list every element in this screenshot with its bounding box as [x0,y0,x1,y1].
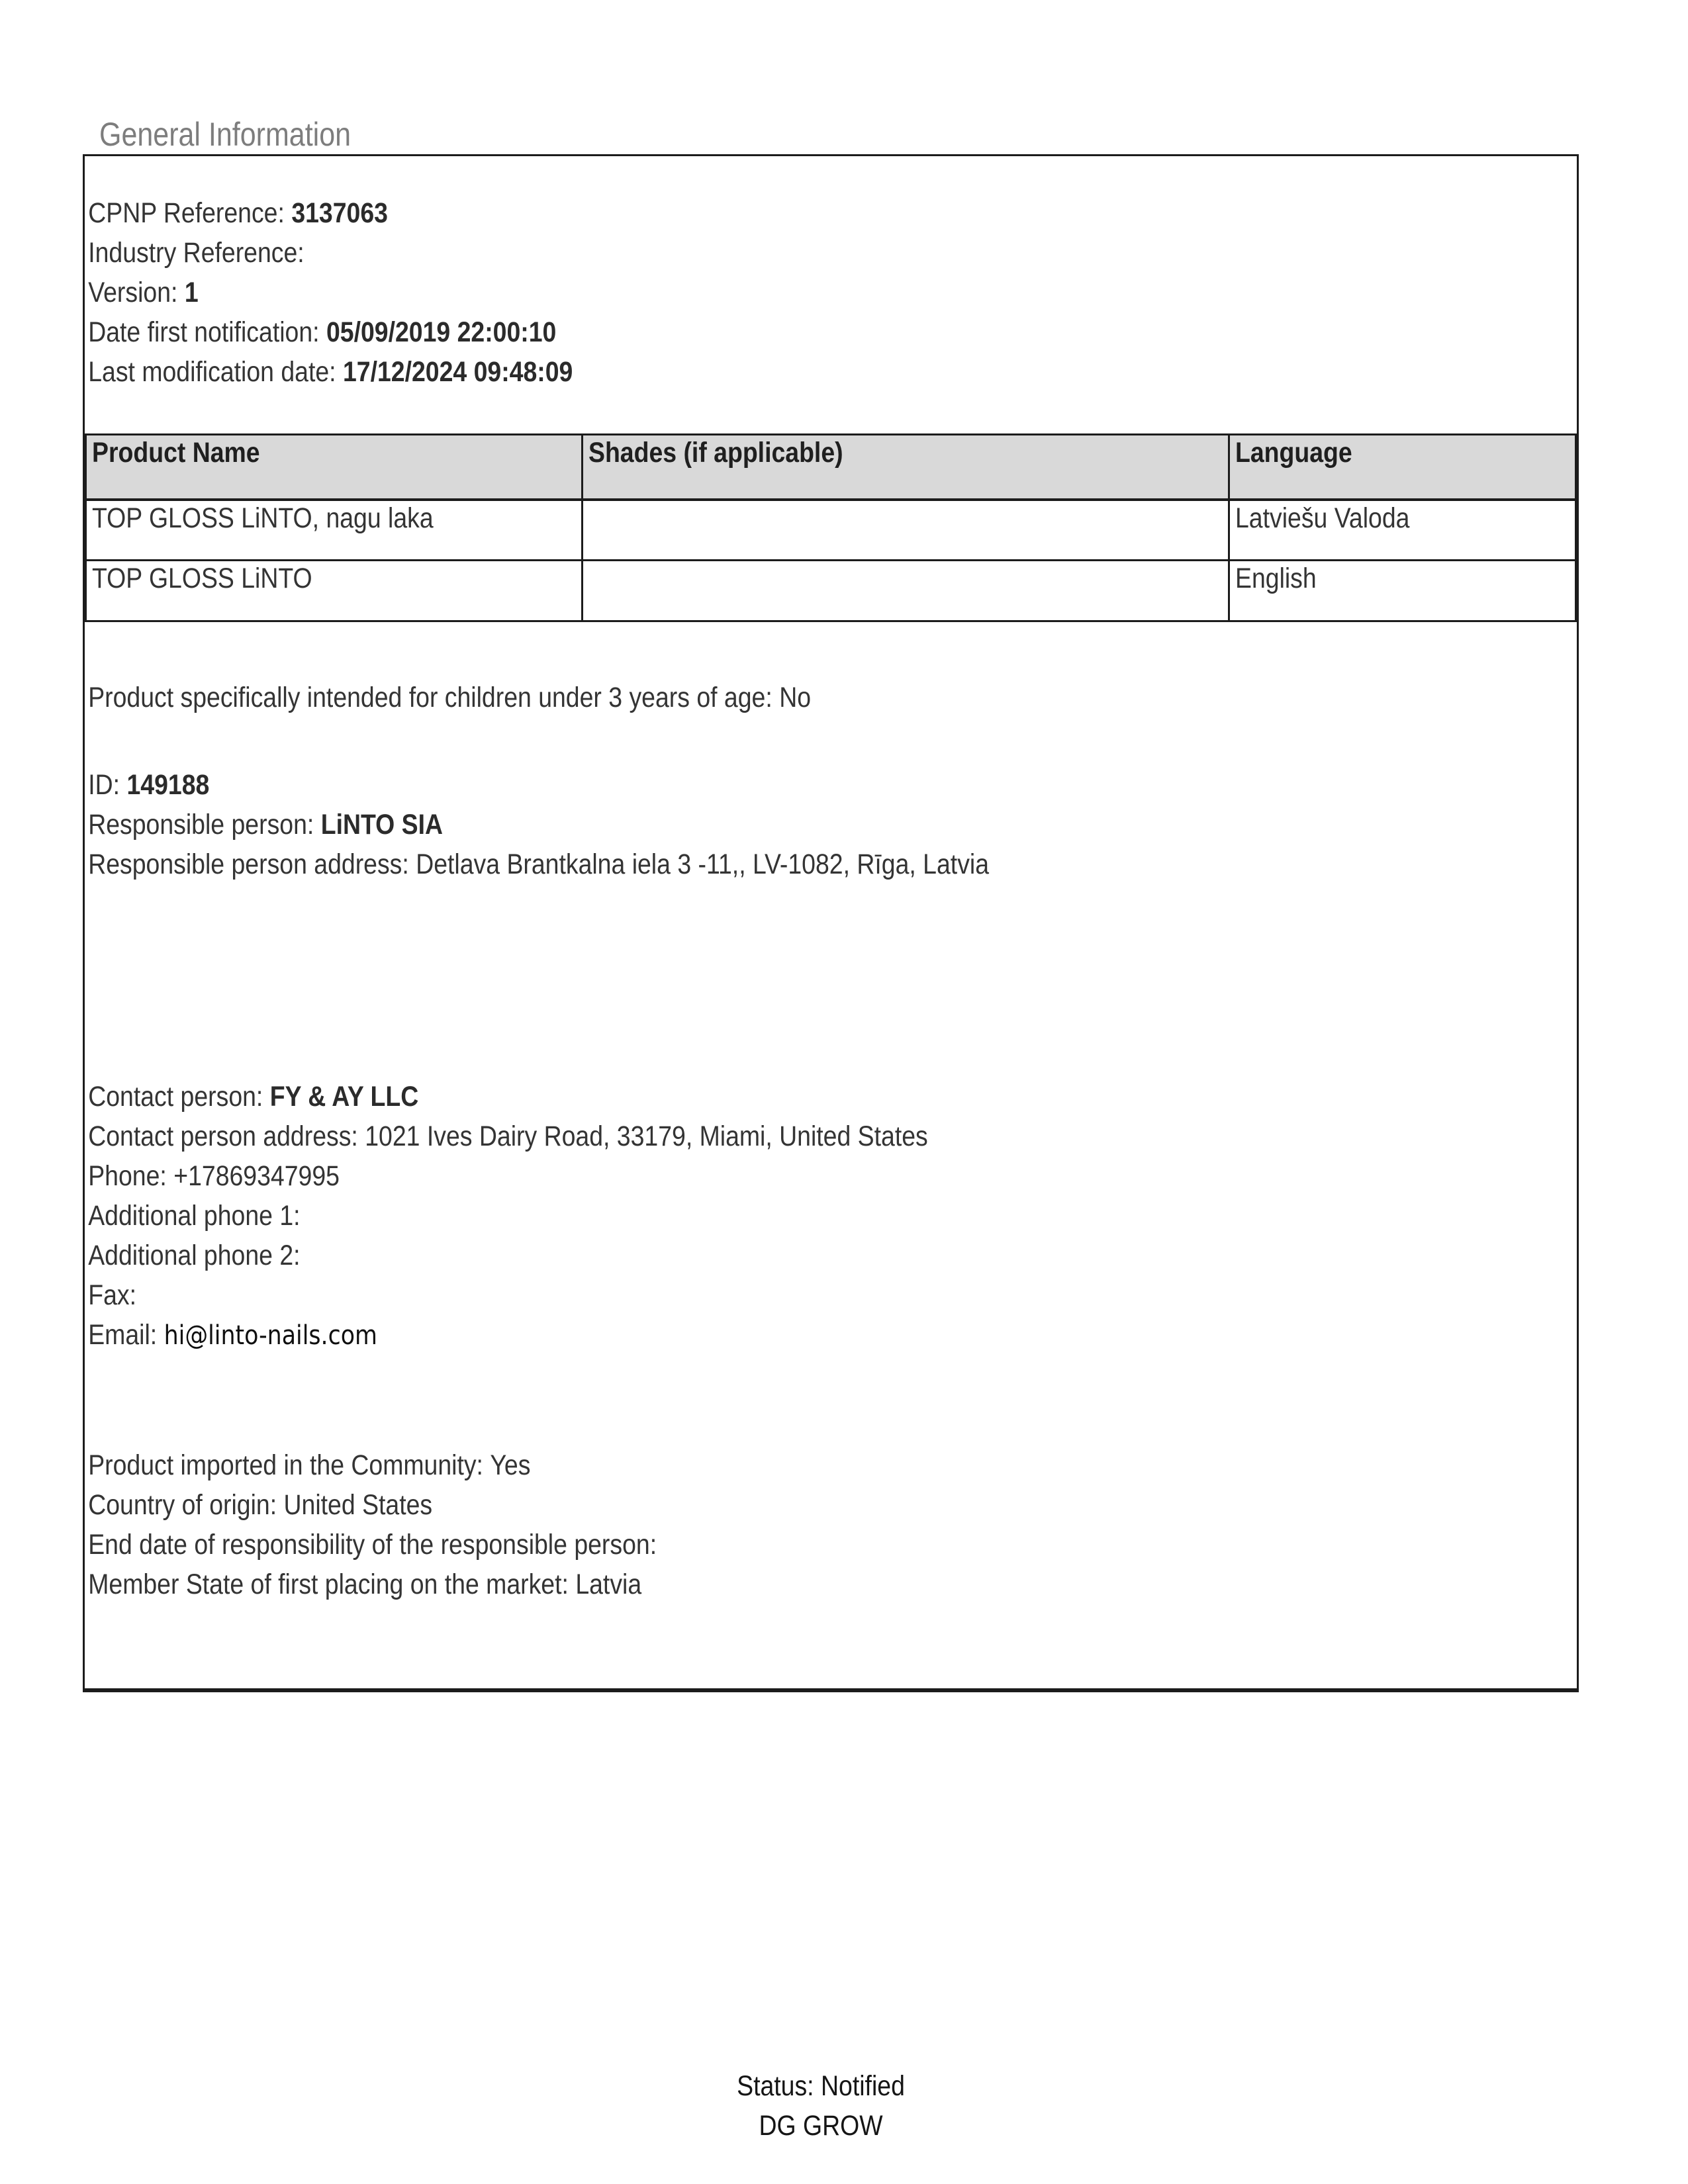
children-under-3-line [85,678,1383,717]
id-label: ID: [88,769,120,801]
phone-value: +17869347995 [173,1160,340,1192]
country-of-origin-value: United States [283,1489,433,1521]
additional-phone-1-line [85,1196,1383,1236]
email-label: Email: [88,1319,158,1351]
version-value: 1 [184,277,199,308]
shades-cell [582,561,1229,621]
language-cell [1229,500,1576,561]
language-text: Latviešu Valoda [1235,502,1409,534]
member-state-first-placing-label: Member State of first placing on the market: [88,1569,569,1600]
status-line [107,2066,1535,2106]
contact-person-address-line [85,1116,1383,1156]
import-section [85,1445,1577,1604]
responsible-person-line [85,805,1383,844]
cpnp-reference-line [85,193,1383,233]
column-header-shades-text: Shades (if applicable) [588,437,843,469]
product-names-table [85,433,1577,622]
date-first-notification-label: Date first notification: [88,316,320,348]
dg-grow-text: DG GROW [759,2110,883,2142]
page-title: General Information [99,116,352,153]
product-name-cell [86,561,583,621]
country-of-origin-line [85,1485,1383,1525]
contact-person-line [85,1077,1383,1116]
phone-line [85,1156,1383,1196]
responsible-person-label: Responsible person: [88,809,314,841]
general-info-box [83,154,1579,1692]
responsible-person-value: LiNTO SIA [320,809,444,841]
children-section [85,678,1577,717]
product-name-text: TOP GLOSS LiNTO [92,563,312,594]
member-state-first-placing-value: Latvia [575,1569,642,1600]
end-date-responsibility-line [85,1525,1383,1565]
dg-grow-line [107,2106,1535,2146]
email-value: hi@linto-nails.com [164,1320,377,1351]
responsible-person-address-label: Responsible person address: [88,848,409,880]
member-state-first-placing-line [85,1565,1383,1604]
contact-person-address-value: 1021 Ives Dairy Road, 33179, Miami, United States [365,1120,928,1152]
contact-person-label: Contact person: [88,1081,263,1113]
responsible-person-address-line [85,844,1383,884]
table-row [86,500,1576,561]
status-label: Status: [737,2070,814,2102]
product-imported-value: Yes [490,1449,531,1481]
last-modification-date-line [85,352,1383,392]
additional-phone-2-label: Additional phone 2: [88,1240,301,1271]
end-date-responsibility-label: End date of responsibility of the responsible person: [88,1529,657,1561]
children-under-3-value: No [779,682,812,713]
industry-reference-line [85,233,1383,273]
status-value: Notified [821,2070,905,2102]
id-value: 149188 [126,769,210,801]
responsible-person-section [85,765,1577,884]
page-footer [0,2066,1642,2146]
product-name-text: TOP GLOSS LiNTO, nagu laka [92,502,434,534]
column-header-language [1229,435,1576,500]
product-imported-label: Product imported in the Community: [88,1449,483,1481]
email-line [85,1315,1383,1355]
column-header-shades [582,435,1229,500]
reference-section [85,193,1577,392]
language-text: English [1235,563,1317,594]
fax-label: Fax: [88,1279,136,1311]
column-header-product-name-text: Product Name [92,437,260,469]
last-modification-date-value: 17/12/2024 09:48:09 [342,356,573,388]
contact-person-address-label: Contact person address: [88,1120,358,1152]
contact-person-section [85,1077,1577,1355]
cpnp-reference-label: CPNP Reference: [88,197,285,229]
shades-cell [582,500,1229,561]
additional-phone-2-line [85,1236,1383,1275]
date-first-notification-value: 05/09/2019 22:00:10 [326,316,557,348]
fax-line [85,1275,1383,1315]
table-header-row [86,435,1576,500]
contact-person-value: FY & AY LLC [269,1081,419,1113]
children-under-3-label: Product specifically intended for children under 3 years of age: [88,682,773,713]
column-header-product-name [86,435,583,500]
last-modification-date-label: Last modification date: [88,356,336,388]
version-line [85,273,1383,312]
industry-reference-label: Industry Reference: [88,237,305,269]
version-label: Version: [88,277,178,308]
additional-phone-1-label: Additional phone 1: [88,1200,301,1232]
language-cell [1229,561,1576,621]
column-header-language-text: Language [1235,437,1352,469]
responsible-person-address-value: Detlava Brantkalna iela 3 -11,, LV-1082, Rīga, Latvia [416,848,990,880]
id-line [85,765,1383,805]
table-row [86,561,1576,621]
product-name-cell [86,500,583,561]
cpnp-reference-value: 3137063 [291,197,388,229]
phone-label: Phone: [88,1160,167,1192]
product-imported-line [85,1445,1383,1485]
country-of-origin-label: Country of origin: [88,1489,277,1521]
date-first-notification-line [85,312,1383,352]
